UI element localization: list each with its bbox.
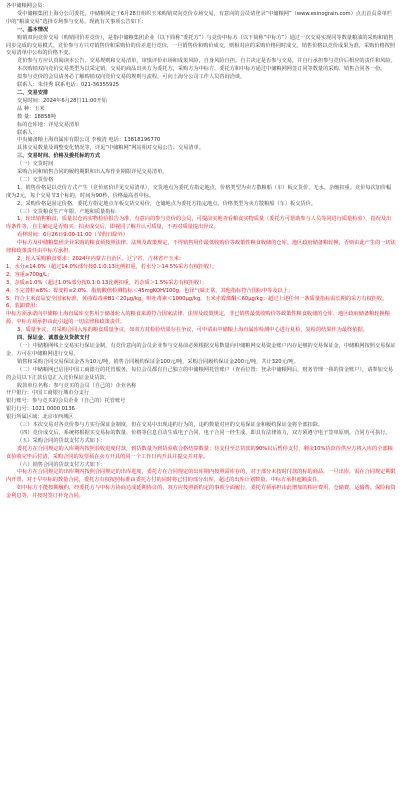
- paragraph: 拟参与竞价的会员请务必了解购销双向竞价交易的规则与流程，可向上海分公司工作人员咨询洽谈。: [17, 74, 246, 81]
- paragraph: 品 种：玉米: [17, 105, 45, 112]
- paragraph: 3、杂质≤1.0%（超过1.0%部分按0.1:0.13比例扣重，若杂质＞1.5%采方有权拒收）；: [6, 279, 208, 286]
- section-heading: 一、基本情况: [17, 26, 49, 33]
- paragraph: 4、不完善粒≤8%；霉变粒≤2.0%，脂肪酸值检测指标＜45mgKOH/100g，色泽气味正常，其他指标符合国标中等及以上；: [6, 287, 294, 294]
- paragraph: 委托方在合同规定的入库期内按照验收进度付款，到货数量为到货验收合格结算数量；待支付至总货款的90%以后暂停支付，剩余10%货款待供应方将入库的全部粮食验收完毕后付清，采购合同的发票须在卖方开具的同一个工作日内开具并提交并对象。: [6, 445, 393, 460]
- paragraph: 中央储备粮上海直属库有限公司 李俊清 电话：13818196770: [17, 137, 161, 144]
- paragraph: 2、采购价格是固定价格，委托方指定地点车板交货交易价，仓储地点为委托方指定地点，价格类型为卖方散粮船（车）板交货价。: [17, 200, 316, 207]
- paragraph: 中标方须承诺向中储粮上海直属库交售用于储备轮入的粮食来源符合国家法律、法规及政策规定，非已销售最低收购价等政策性粮食收储的仓库、地区政府储备粮轮换粮源，中标方须承担由此引起的一切法律和政策责任。: [6, 311, 390, 326]
- paragraph: 本次购销双向竞价交易类型为以采定销，交易的商品出卖方为委托方，采购方为中标方，委托方和中标方通过中储粮网网签订同等数量的采购、销售合同各一份。: [17, 66, 386, 73]
- paragraph: 具体交易数量及调整变化情况等，详见“中储粮网”网站相对交易公告、交易清单。: [17, 145, 204, 152]
- paragraph: 各中储粮网会员：: [6, 3, 48, 9]
- paragraph: （三）本次交易对各竞价参与方实行保证金制度，但在交易中出现违约行为的，违约数量对应的交易保证金和履约保证金将全部扣除。: [17, 422, 324, 429]
- paragraph: 收款单位名称：参与竞买的会员（自己的）企业名称: [17, 382, 137, 389]
- paragraph: （一）中储粮网线上交易实行保证金制，有竞价意向的会员企业参与交易前必须根据交易数量向中储粮网交易资金账户内存足够的交易保证金，中储粮网按照交易保证金、方可在中储粮网进行交易。: [6, 342, 396, 357]
- paragraph: 受中储粮集团上海分公司委托，中储粮网定于6月28日组织玉米购销双向竞价专场交易，有意向的会员请登录“中储粮网”（www.esinograin.com）点击首页菜单栏中的“粮油交易”选择专场参与交易。现就有关事项公告如下：: [6, 10, 393, 25]
- section-heading: 二、交易安排: [17, 89, 49, 96]
- paragraph: 标的仓库地：详见交易清单: [17, 121, 80, 128]
- paragraph: 数 量：18858吨: [17, 113, 56, 120]
- paragraph: 6、装卸费用：: [6, 303, 41, 310]
- paragraph: 联系人：朱佳秀 联系电话：021-36355925: [17, 82, 120, 89]
- paragraph: 1、轮出销售粮食，质量以仓内实物检验报告为准，有意向的参与竞价的会员，可提前实地查看粮食实物质量（委托方可帮助参与人员等同进行质量检验），指况及出库条件等，自主确定是否购买。拍卖成交后，即视同了解并认可质量，不再对质量提出异议。: [6, 216, 392, 231]
- paragraph: 3、质量争议，对采购合同入库的粮食质量争议，如双方对检验结果存在争议，可申请由中储粮上海直属库检测中心进行复检，复检的结果作为最终依据。: [17, 327, 368, 334]
- paragraph: 交易时间：2024年6月28日11:00开始: [17, 97, 107, 104]
- paragraph: （二）交货价格: [17, 176, 54, 183]
- paragraph: 银行账号：参与竞买的会员企业（自己的）托管账号: [6, 398, 126, 405]
- paragraph: 销售和采购合同交易保证金各为10元/吨，销售合同履约保证金100元/吨，采购合同履约保证金200元/吨，共计320元/吨。: [17, 358, 299, 365]
- paragraph: 中标方及中储粮集团企业采购的粮食须按照法律、法规及政策规定，不得销售用作最低收购价等政策性粮食收储的仓库、地区政府储备粮轮换，否则由此产生的一切法律和政策责任由中标方承担。: [6, 240, 396, 255]
- paragraph: （六）销售合同的货款支付方式如下：: [17, 461, 106, 468]
- section-heading: 三、交易时间、价格及委托标的方式: [17, 153, 101, 160]
- paragraph: 采购合同和销售合同的履约期限和出入库作业期限详见交易清单。: [17, 169, 168, 176]
- paragraph: 看样时间：6月26日9:00-11:00（节假日除外）: [17, 232, 128, 239]
- paragraph: 开户银行：中国工商银行城市分支行: [6, 390, 90, 397]
- paragraph: （四）竞价成交后，系统将根据买交易标的数量、价格等信息自动生成电子合同，电子合同一经生成，即具有法律效力，双方须遵守电子签单原则，合同方可执行。: [17, 429, 391, 436]
- paragraph: 购销双向竞价交易（购销同价差竞价），是指中储粮集团企业（以下简称“委托方”）与竞价中标方（以下简称“中标方”）通过一次交易实现同等数量粮油的采购和销售同步完成的交易模式。竞价参与方只对销售价和采购价的价差进行竞价，一旦销售价和购价成交，则相对应的采购价格同时成交。销售价格以竞价成果为准，采购价格按照交易清单中公布的价格不变。: [6, 34, 396, 57]
- paragraph: （一）交货时间: [17, 161, 54, 168]
- paragraph: （三）交货粮食生产年限、产地和质量指标: [17, 208, 116, 215]
- section-heading: 四、保证金、诚意金及货款支付: [17, 335, 90, 342]
- paragraph: 1、水分≤14.0%（超过14.0%部分按0.1:0.13比例扣重，若水分＞14.5%采方有权拒收）；: [6, 263, 217, 270]
- paragraph: 联系人：: [17, 129, 38, 136]
- paragraph: 如中标方不能按期履约，经委托方与中标方协商达成延期协议的，双方应按照新约定的事项全面履行，委托方须承担由此增加的相应费用，仓储费、运输费、保险和资金利息等，并按时签订补充合同。: [6, 485, 396, 500]
- paragraph: （五）采购合同的货款支付方式如下：: [17, 437, 106, 444]
- paragraph: 银行行号：1021 0000 0136: [6, 406, 75, 413]
- paragraph: 2、容重≥700g/L；: [6, 271, 53, 278]
- paragraph: （二）中储粮网已启用中国工商银行的托管服务，每位会员都有自己独立的中储粮网托管账户（查看位置：登录中储粮网后，财务管理一我的资金账户），请参加交易的会员以下汇款信息汇入竞价保证金及货款。: [6, 366, 394, 381]
- paragraph: 2、轮入采购粮食要求：2024年内蒙古自治区、辽宁省、吉林省产玉米：: [17, 256, 184, 262]
- paragraph: 5、符合主米食品安全国家标准，黄曲霉毒素B1＜20μg/kg，呕吐毒素＜1000μg/kg，玉米赤霉烯酮＜60μg/kg；超过上述任何一条质量指标需长期的采方有权拒收。: [6, 295, 388, 302]
- paragraph: 银行所属区域：北京市西城区: [6, 414, 74, 421]
- paragraph: 中标方在合同规定的出库期内按照合同规定的出库进度，委托方在合同规定的出库期内按照需库存的，对于部分未按时付款的标的商品，一旦出库，需在合同规定期限内开票，对于早中标的数量合同，委托方有权按照标准由委托方付的同时将已付的部分出库，超过的出库计划数量，中标方承担超额责任。: [6, 469, 396, 484]
- paragraph: 竞价参与方应认真阅读本公告、交易规则和交易清单，审慎评价市场和成果风险，自身风险自担。自主决定是否参与交易，并自行承担参与竞价后相应的责任和风险。: [17, 58, 396, 65]
- paragraph: 1、销售价格是以竞价方式产生（竞价底价详见交易清单），交货地点为委托方指定地点，价格类型为卖方散粮船（车）板交货价，无水、杂缩扣重。竞价每次加价幅度为2元，每个交易节3个标的，时间为90秒，价格最高者中标。: [6, 184, 392, 199]
